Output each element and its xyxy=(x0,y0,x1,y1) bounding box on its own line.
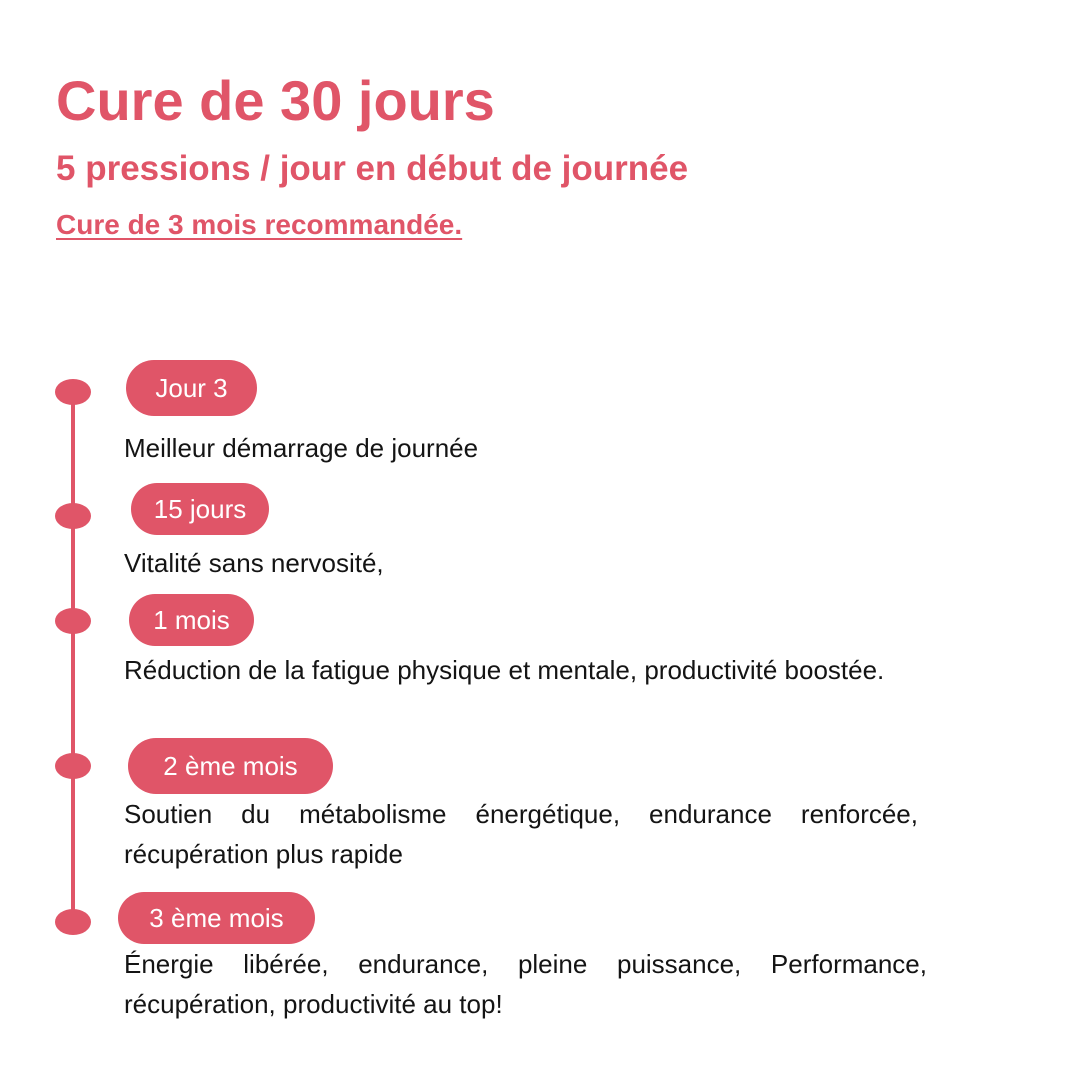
timeline-label-1-month: 1 mois xyxy=(129,594,254,646)
timeline-dot xyxy=(55,608,91,634)
timeline-label-15-days: 15 jours xyxy=(131,483,269,535)
timeline-line xyxy=(71,392,75,922)
timeline-dot xyxy=(55,503,91,529)
timeline-label-day-3: Jour 3 xyxy=(126,360,257,416)
timeline-dot xyxy=(55,379,91,405)
timeline-dot xyxy=(55,909,91,935)
timeline-description: Soutien du métabolisme énergétique, endurance renforcée, récupération plus rapide xyxy=(124,799,918,869)
timeline-description: Meilleur démarrage de journée xyxy=(124,433,479,463)
timeline-label-3rd-month: 3 ème mois xyxy=(118,892,315,944)
timeline-description: Réduction de la fatigue physique et mentale, productivité boostée. xyxy=(124,655,885,685)
timeline-dot xyxy=(55,753,91,779)
recommendation-note: Cure de 3 mois recommandée. xyxy=(56,209,463,240)
timeline-description: Vitalité sans nervosité, xyxy=(124,548,384,578)
timeline-description: Énergie libérée, endurance, pleine puissance, Performance, récupération, productivité au top! xyxy=(124,949,927,1019)
page-title: Cure de 30 jours xyxy=(56,69,495,132)
timeline-label-2nd-month: 2 ème mois xyxy=(128,738,333,794)
dosage-subtitle: 5 pressions / jour en début de journée xyxy=(56,149,689,188)
